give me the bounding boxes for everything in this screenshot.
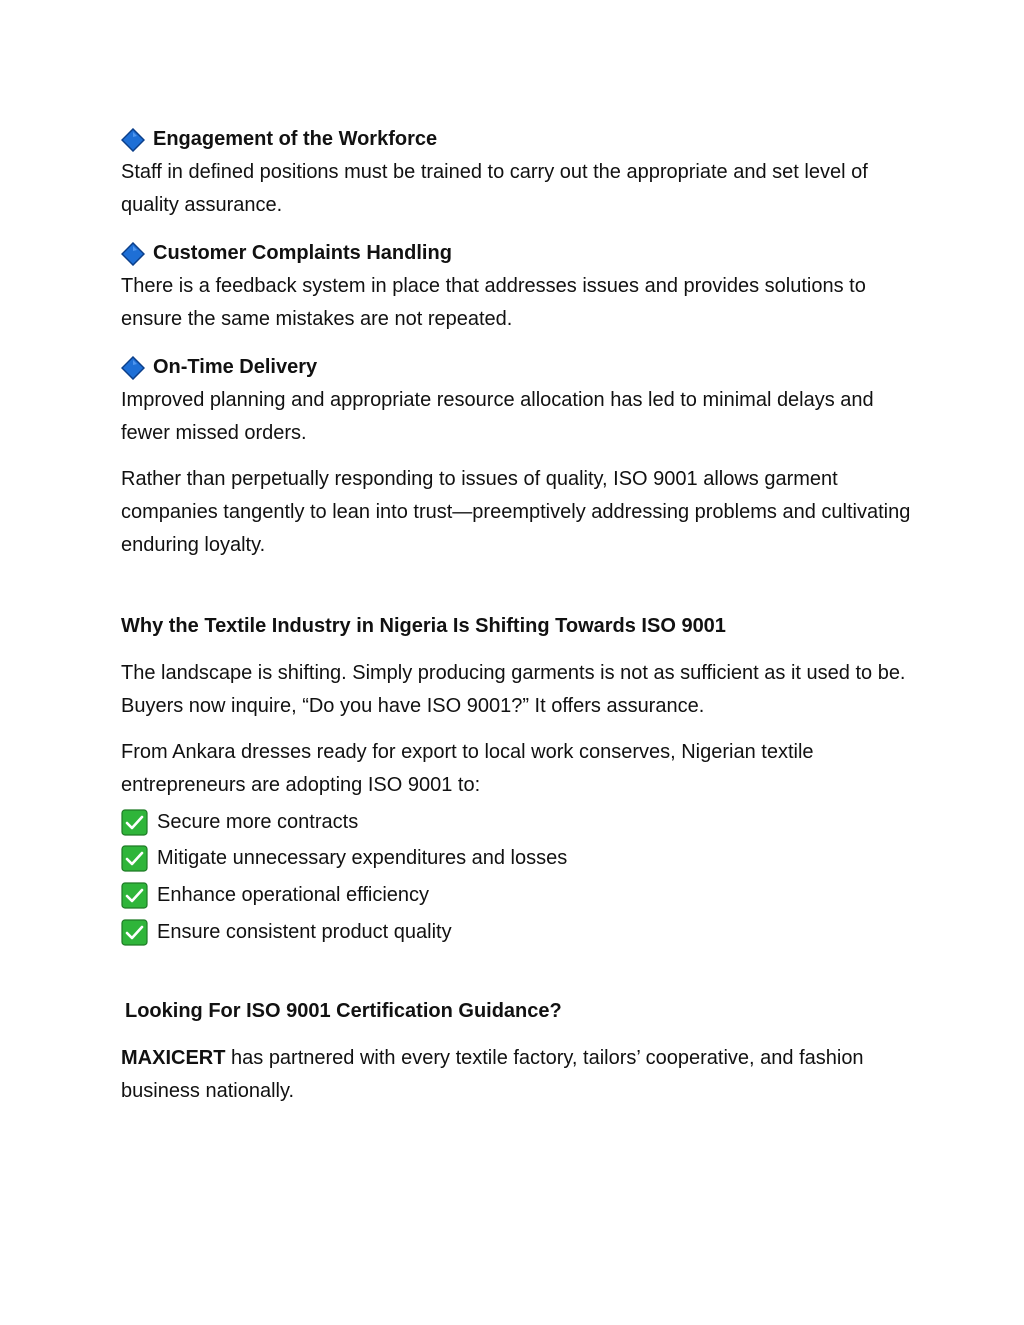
benefit-text: Ensure consistent product quality (157, 920, 452, 943)
list-item (121, 841, 911, 878)
benefit-text: Secure more contracts (157, 810, 359, 833)
list-item (121, 914, 911, 951)
nigeria-paragraph-1: The landscape is shifting. Simply producing garments is not as sufficient as it used to be. Buyers now inquire, “Do you have ISO 9001?” It offers assurance. (121, 662, 906, 717)
guidance-paragraph (121, 1042, 911, 1108)
feature-title: On-Time Delivery (153, 356, 318, 378)
green-check-box-icon (121, 845, 148, 872)
list-item (121, 804, 911, 841)
brand-name: MAXICERT (121, 1047, 226, 1070)
feature-body: There is a feedback system in place that addresses issues and provides solutions to ensure the same mistakes are not repeated. (121, 275, 866, 330)
list-item (121, 877, 911, 914)
feature-title: Customer Complaints Handling (153, 242, 452, 264)
green-check-box-icon (121, 882, 148, 909)
feature-complaints (121, 237, 911, 336)
document-content (121, 123, 911, 1121)
feature-title: Engagement of the Workforce (153, 128, 438, 150)
guidance-text: has partnered with every textile factory, tailors’ cooperative, and fashion business nationally. (121, 1047, 864, 1103)
green-check-box-icon (121, 809, 148, 836)
benefit-text: Mitigate unnecessary expenditures and losses (157, 847, 568, 870)
benefit-text: Enhance operational efficiency (157, 883, 430, 906)
closing-paragraph: Rather than perpetually responding to issues of quality, ISO 9001 allows garment companies tangently to lean into trust—preemptively addressing problems and cultivating enduring loyalty. (121, 468, 911, 556)
blue-diamond-icon (121, 356, 145, 380)
feature-body: Staff in defined positions must be trained to carry out the appropriate and set level of quality assurance. (121, 161, 868, 216)
benefits-list (121, 804, 911, 950)
blue-diamond-icon (121, 242, 145, 266)
feature-body: Improved planning and appropriate resource allocation has led to minimal delays and fewer missed orders. (121, 389, 874, 444)
feature-title-row (121, 237, 911, 270)
green-check-box-icon (121, 919, 148, 946)
feature-title-row (121, 123, 911, 156)
feature-title-row (121, 351, 911, 384)
blue-diamond-icon (121, 128, 145, 152)
nigeria-paragraph-2: From Ankara dresses ready for export to local work conserves, Nigerian textile entrepreneurs are adopting ISO 9001 to: (121, 741, 814, 796)
section-heading-guidance: Looking For ISO 9001 Certification Guidance? (125, 1000, 562, 1023)
feature-workforce (121, 123, 911, 222)
feature-delivery (121, 351, 911, 450)
section-heading-nigeria: Why the Textile Industry in Nigeria Is Shifting Towards ISO 9001 (121, 615, 726, 637)
